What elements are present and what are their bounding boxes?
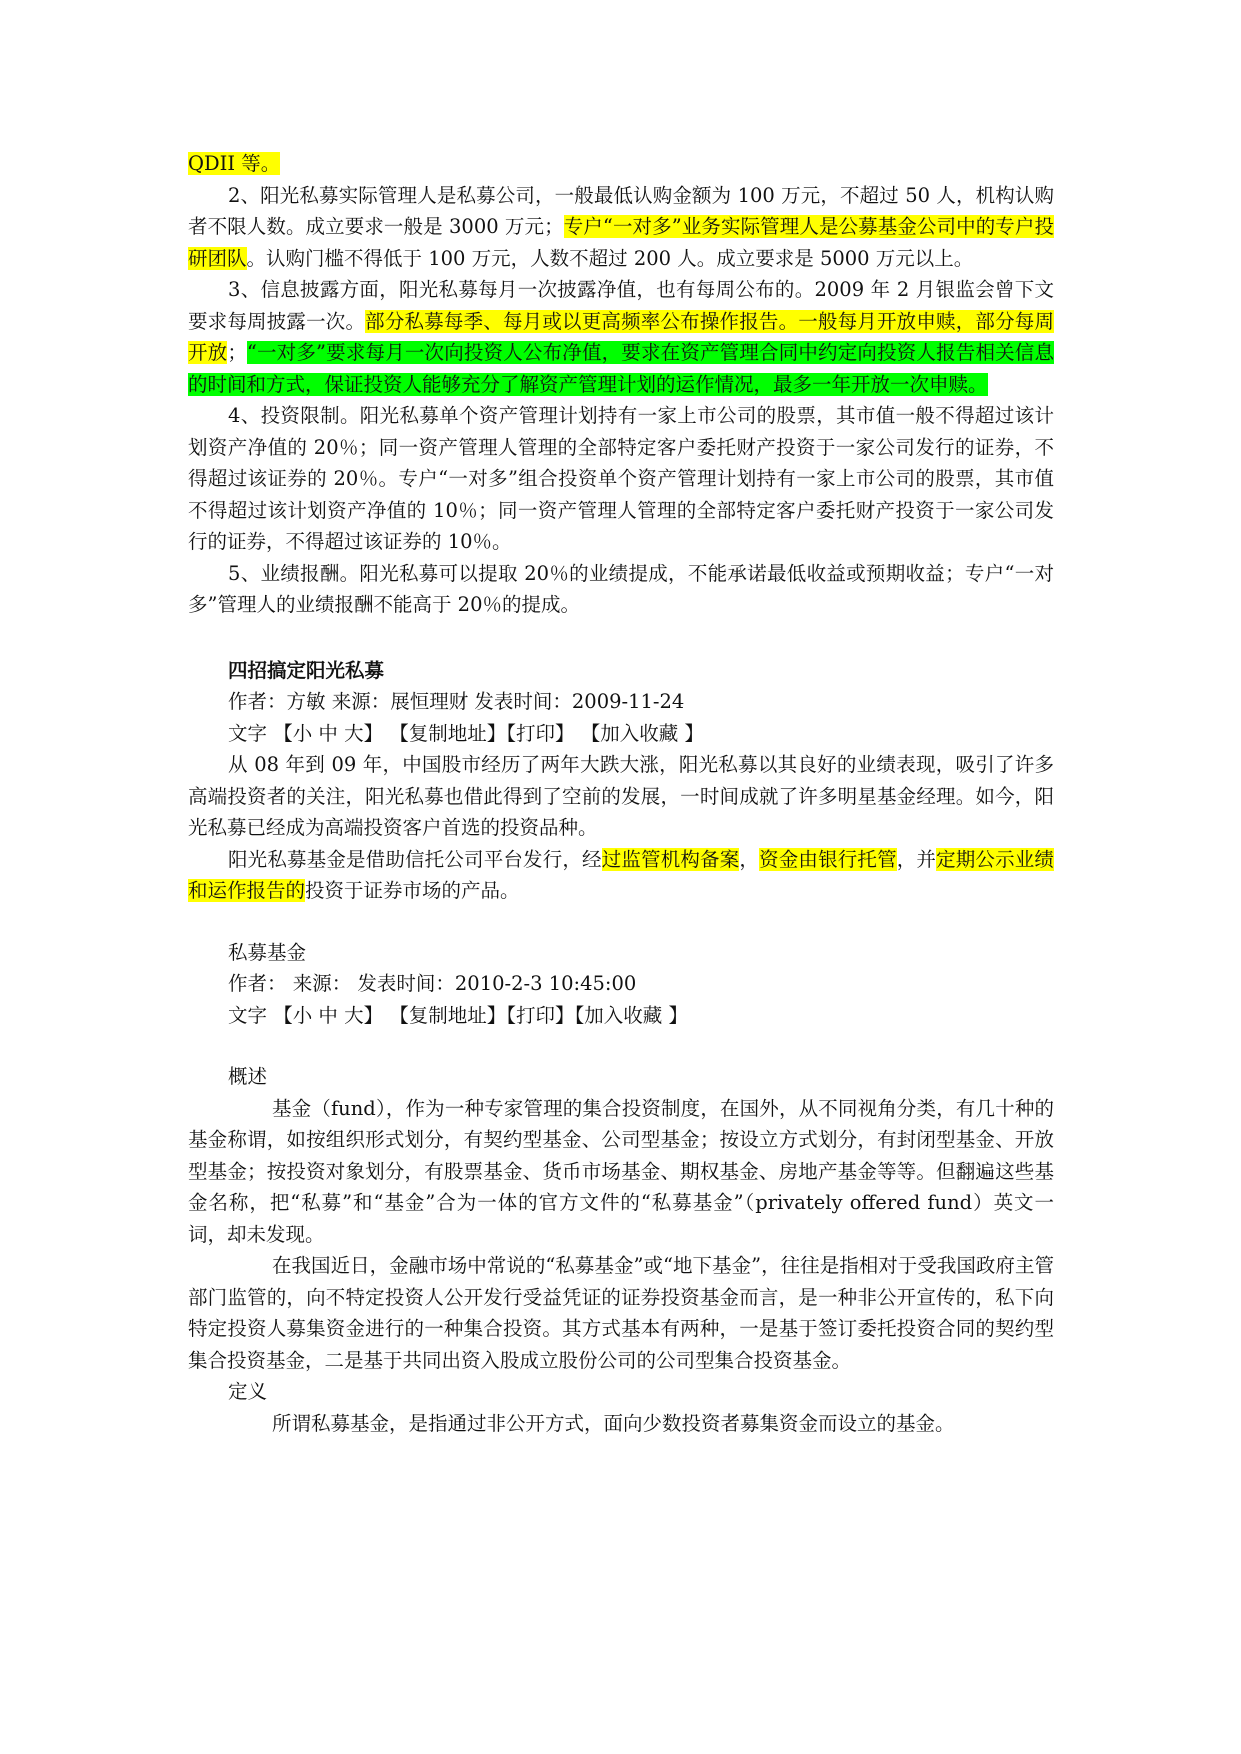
highlight-yellow: 专户“一对多”业务实际管理人是公募基金公司中的专户投研团队 xyxy=(188,215,1054,270)
highlight-yellow: 过监管机构备案 xyxy=(601,847,740,871)
text-run: 2、阳光私募实际管理人是私募公司，一般最低认购金额为 100 万元，不超过 50 人，机构认购者不限人数。成立要求一般是 3000 万元； xyxy=(188,183,1054,238)
section-heading-overview: 概述 xyxy=(228,1065,268,1088)
highlight-green: “一对多”要求每月一次向投资人公布净值，要求在资产管理合同中约定向投资人报告相关信息的时间和方式，保证投资人能够充分了解资产管理计划的运作情况，最多一年开放一次申赎。 xyxy=(188,341,1054,396)
article-paragraph-highlighted xyxy=(188,844,1054,907)
spacer xyxy=(188,1031,1054,1061)
highlight-yellow: 定期公示业绩和运作报告的 xyxy=(188,847,1054,902)
article-title: 四招搞定阳光私募 xyxy=(228,658,385,682)
paragraph-item-4: 4、投资限制。阳光私募单个资产管理计划持有一家上市公司的股票，其市值一般不得超过该计划资产净值的 20％；同一资产管理人管理的全部特定客户委托财产投资于一家公司发行的证券，不得超过该证券的 20％。专户“一对多”组合投资单个资产管理计划持有一家上市公司的股票，其市值不得超过该计划资产净值的 10％；同一资产管理人管理的全部特定客户委托财产投资于一家公司发行的证券，不得超过该证券的 10％。 xyxy=(188,404,1054,553)
paragraph-qdii xyxy=(188,148,1054,180)
article-toolbar: 文字 【小 中 大】 【复制地址】【打印】【加入收藏 】 xyxy=(228,1003,688,1027)
text-run: 投资于证券市场的产品。 xyxy=(305,879,520,902)
document-body xyxy=(188,148,1054,1439)
spacer xyxy=(188,621,1054,655)
article-meta: 作者： 来源： 发表时间：2010-2-3 10:45:00 xyxy=(228,972,637,995)
article-paragraph: 在我国近日，金融市场中常说的“私募基金”或“地下基金”，往往是指相对于受我国政府主管部门监管的，向不特定投资人公开发行受益凭证的证券投资基金而言，是一种非公开宣传的，私下向特定投资人募集资金进行的一种集合投资。其方式基本有两种，一是基于签订委托投资合同的契约型集合投资基金，二是基于共同出资入股成立股份公司的公司型集合投资基金。 xyxy=(188,1254,1054,1372)
text-run: ； xyxy=(227,341,247,364)
text-run: 。认购门槛不得低于 100 万元，人数不超过 200 人。成立要求是 5000 万元以上。 xyxy=(246,246,974,270)
article-paragraph: 基金（fund），作为一种专家管理的集合投资制度，在国外，从不同视角分类，有几十种的基金称谓，如按组织形式划分，有契约型基金、公司型基金；按设立方式划分，有封闭型基金、开放型基金；按投资对象划分，有股票基金、货币市场基金、期权基金、房地产基金等等。但翻遍这些基金名称，把“私募”和“基金”合为一体的官方文件的“私募基金”（privately offered fund）英文一词，却未发现。 xyxy=(188,1096,1054,1246)
article-paragraph: 从 08 年到 09 年，中国股市经历了两年大跌大涨，阳光私募以其良好的业绩表现，吸引了许多高端投资者的关注，阳光私募也借此得到了空前的发展，一时间成就了许多明星基金经理。如今，阳光私募已经成为高端投资客户首选的投资品种。 xyxy=(188,753,1054,839)
spacer xyxy=(188,907,1054,937)
paragraph-item-2 xyxy=(188,180,1054,275)
article-toolbar: 文字 【小 中 大】 【复制地址】【打印】 【加入收藏 】 xyxy=(228,721,704,745)
article-paragraph: 所谓私募基金，是指通过非公开方式，面向少数投资者募集资金而设立的基金。 xyxy=(272,1411,955,1435)
paragraph-item-5: 5、业绩报酬。阳光私募可以提取 20％的业绩提成，不能承诺最低收益或预期收益；专户“一对多”管理人的业绩报酬不能高于 20％的提成。 xyxy=(188,561,1054,616)
article-meta: 作者：方敏 来源：展恒理财 发表时间：2009-11-24 xyxy=(228,690,685,713)
paragraph-item-3 xyxy=(188,274,1054,400)
highlight-yellow: 部分私募每季、每月或以更高频率公布操作报告。一般每月开放申赎，部分每周开放 xyxy=(188,309,1054,364)
text-run: 阳光私募基金是借助信托公司平台发行，经 xyxy=(228,847,602,871)
highlight-yellow: QDII 等。 xyxy=(188,152,281,175)
text-run: ， xyxy=(739,847,760,871)
highlight-yellow: 资金由银行托管 xyxy=(759,847,897,871)
article-title: 私募基金 xyxy=(228,940,307,964)
section-heading-definition: 定义 xyxy=(228,1380,268,1403)
text-run: 3、信息披露方面，阳光私募每月一次披露净值，也有每周公布的。2009 年 2 月银监会曾下文要求每周披露一次。 xyxy=(188,278,1054,333)
text-run: ，并 xyxy=(896,847,937,871)
